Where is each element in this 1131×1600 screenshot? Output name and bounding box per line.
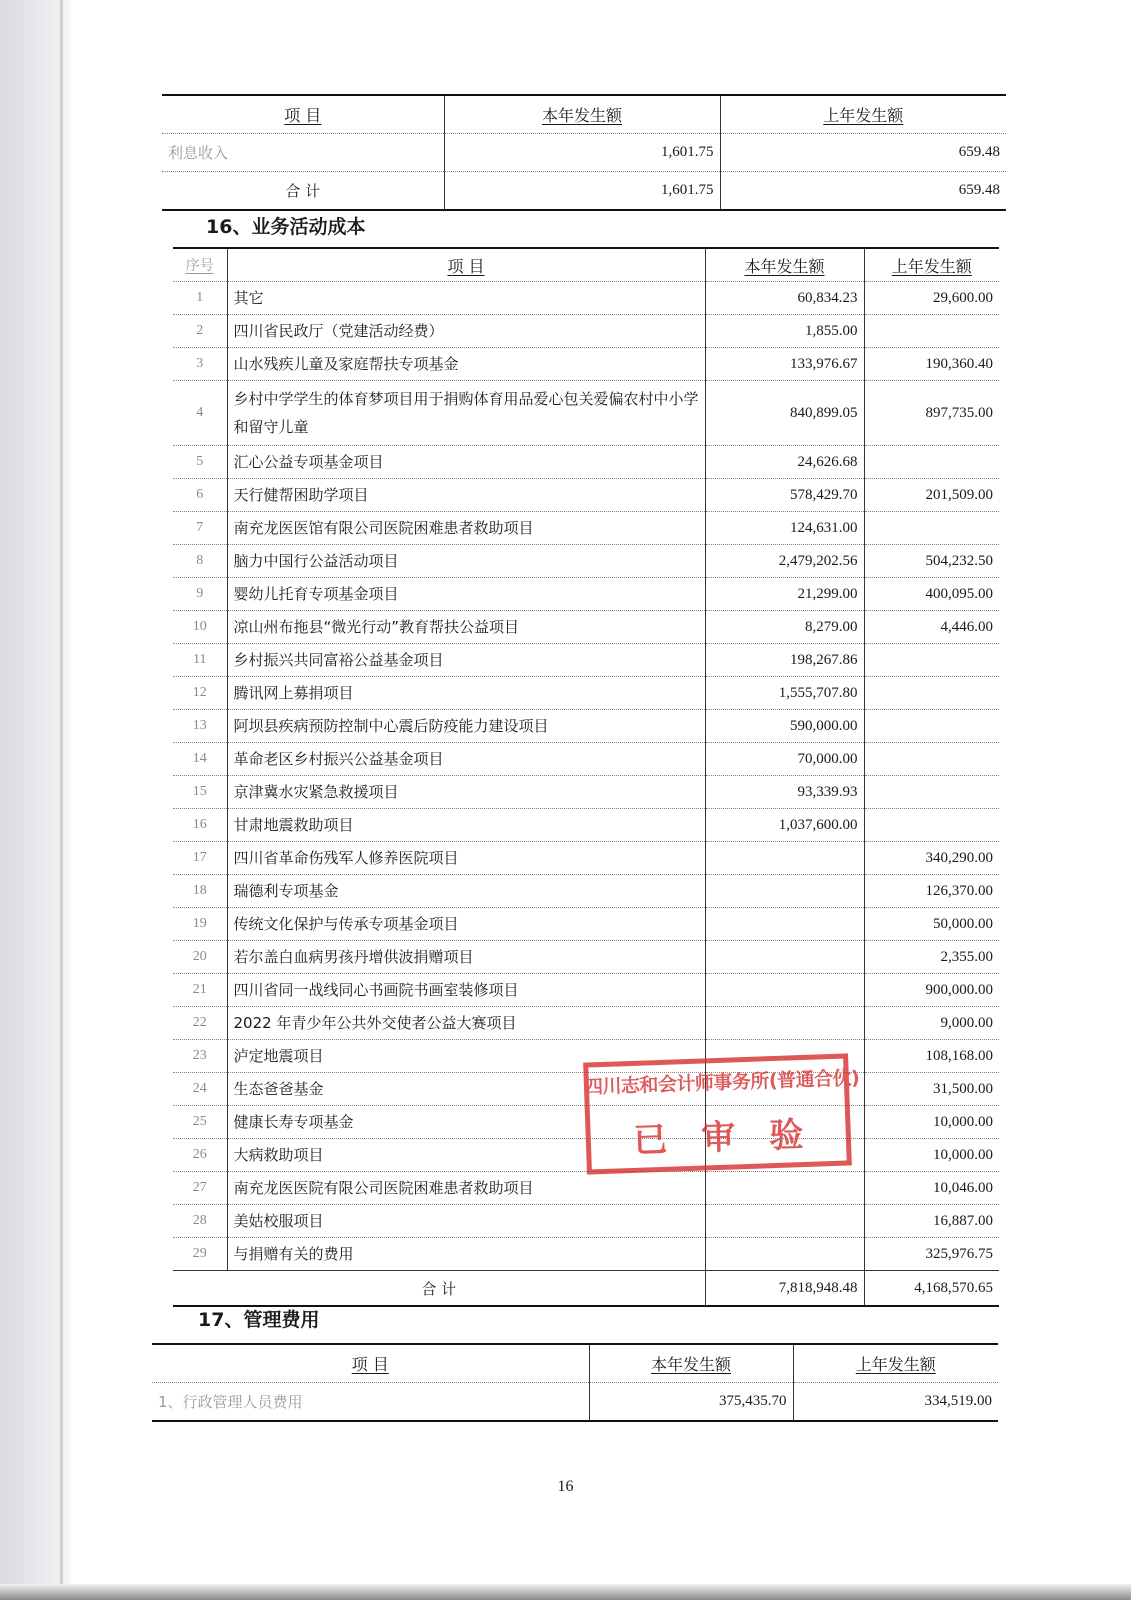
header-item: 项 目 [227, 248, 705, 282]
table-row [173, 381, 999, 446]
row-item: 2022 年青少年公共外交使者公益大赛项目 [227, 1007, 705, 1040]
business-cost-header [173, 248, 999, 282]
section-17-title: 17、管理费用 [198, 1309, 320, 1331]
row-seq: 1 [173, 282, 227, 315]
row-seq: 16 [173, 809, 227, 842]
row-item: 四川省民政厅（党建活动经费） [227, 315, 705, 348]
row-seq: 10 [173, 611, 227, 644]
table-row [173, 842, 999, 875]
row-item: 婴幼儿托育专项基金项目 [227, 578, 705, 611]
row-current: 1,037,600.00 [705, 809, 864, 842]
row-seq: 12 [173, 677, 227, 710]
row-current [705, 1205, 864, 1238]
row-prior: 16,887.00 [864, 1205, 999, 1238]
table-row [173, 776, 999, 809]
row-seq: 15 [173, 776, 227, 809]
row-item: 南充龙医医馆有限公司医院困难患者救助项目 [227, 512, 705, 545]
table-row [173, 1106, 999, 1139]
row-seq: 13 [173, 710, 227, 743]
row-current: 840,899.05 [705, 381, 864, 446]
row-item: 汇心公益专项基金项目 [227, 446, 705, 479]
table-row [173, 446, 999, 479]
row-current: 2,479,202.56 [705, 545, 864, 578]
row-current: 60,834.23 [705, 282, 864, 315]
table-row [173, 611, 999, 644]
row-prior: 10,000.00 [864, 1139, 999, 1172]
row-item: 革命老区乡村振兴公益基金项目 [227, 743, 705, 776]
row-item: 京津冀水灾紧急救援项目 [227, 776, 705, 809]
table-row [173, 545, 999, 578]
row-prior: 897,735.00 [864, 381, 999, 446]
row-prior: 900,000.00 [864, 974, 999, 1007]
row-item: 瑞德利专项基金 [227, 875, 705, 908]
row-item: 与捐赠有关的费用 [227, 1238, 705, 1271]
row-prior: 201,509.00 [864, 479, 999, 512]
row-item: 其它 [227, 282, 705, 315]
table-row [173, 479, 999, 512]
row-seq: 7 [173, 512, 227, 545]
header-current-year: 本年发生额 [705, 248, 864, 282]
row-item: 天行健帮困助学项目 [227, 479, 705, 512]
header-prior-year: 上年发生额 [720, 95, 1006, 134]
table-row [173, 578, 999, 611]
table-row [173, 315, 999, 348]
header-item: 项 目 [162, 95, 444, 134]
row-seq: 17 [173, 842, 227, 875]
row-current [705, 1106, 864, 1139]
row-seq: 20 [173, 941, 227, 974]
row-item: 利息收入 [162, 134, 444, 172]
row-prior: 340,290.00 [864, 842, 999, 875]
row-current [705, 1073, 864, 1106]
table-row [173, 1139, 999, 1172]
row-item: 泸定地震项目 [227, 1040, 705, 1073]
row-prior: 29,600.00 [864, 282, 999, 315]
row-seq: 18 [173, 875, 227, 908]
row-current [705, 1007, 864, 1040]
row-prior [864, 512, 999, 545]
table-row [173, 908, 999, 941]
row-seq: 11 [173, 644, 227, 677]
table-row [173, 1205, 999, 1238]
row-prior: 126,370.00 [864, 875, 999, 908]
total-row [162, 172, 1006, 211]
row-item: 四川省革命伤残军人修养医院项目 [227, 842, 705, 875]
row-current: 93,339.93 [705, 776, 864, 809]
row-current: 375,435.70 [589, 1383, 793, 1422]
table-row [173, 677, 999, 710]
admin-expense-header [152, 1344, 998, 1383]
row-item: 传统文化保护与传承专项基金项目 [227, 908, 705, 941]
section-16-title: 16、业务活动成本 [206, 216, 366, 238]
table-row [173, 1040, 999, 1073]
row-current [705, 1172, 864, 1205]
row-prior [864, 809, 999, 842]
row-item: 山水残疾儿童及家庭帮扶专项基金 [227, 348, 705, 381]
row-prior [864, 315, 999, 348]
total-current: 7,818,948.48 [705, 1271, 864, 1307]
row-seq: 5 [173, 446, 227, 479]
row-current: 198,267.86 [705, 644, 864, 677]
row-prior: 4,446.00 [864, 611, 999, 644]
row-prior [864, 446, 999, 479]
header-prior-year: 上年发生额 [793, 1344, 998, 1383]
table-row [173, 282, 999, 315]
row-current [705, 1040, 864, 1073]
row-item: 阿坝县疾病预防控制中心震后防疫能力建设项目 [227, 710, 705, 743]
row-prior: 31,500.00 [864, 1073, 999, 1106]
row-item: 四川省同一战线同心书画院书画室装修项目 [227, 974, 705, 1007]
table-row [173, 348, 999, 381]
table-row [173, 941, 999, 974]
scan-shadow-bottom [0, 1584, 1131, 1600]
scan-fold-line [60, 0, 63, 1600]
row-item: 乡村中学学生的体育梦项目用于捐购体育用品爱心包关爱偏农村中小学和留守儿童 [227, 381, 705, 446]
row-current: 21,299.00 [705, 578, 864, 611]
table-row [173, 1007, 999, 1040]
row-current [705, 941, 864, 974]
row-item: 腾讯网上募捐项目 [227, 677, 705, 710]
row-current: 1,601.75 [444, 134, 720, 172]
row-prior [864, 644, 999, 677]
row-prior: 190,360.40 [864, 348, 999, 381]
row-prior: 334,519.00 [793, 1383, 998, 1422]
header-seq: 序号 [173, 248, 227, 282]
row-prior [864, 710, 999, 743]
row-prior: 108,168.00 [864, 1040, 999, 1073]
row-seq: 8 [173, 545, 227, 578]
header-current-year: 本年发生额 [444, 95, 720, 134]
row-current: 1,555,707.80 [705, 677, 864, 710]
row-seq: 28 [173, 1205, 227, 1238]
table-row [173, 644, 999, 677]
admin-expense-table [152, 1343, 998, 1422]
row-current [705, 842, 864, 875]
row-seq: 9 [173, 578, 227, 611]
row-current [705, 1238, 864, 1271]
row-prior: 10,046.00 [864, 1172, 999, 1205]
row-prior: 504,232.50 [864, 545, 999, 578]
table-row [173, 710, 999, 743]
row-current: 124,631.00 [705, 512, 864, 545]
row-prior: 10,000.00 [864, 1106, 999, 1139]
table-row [173, 875, 999, 908]
row-prior: 659.48 [720, 134, 1006, 172]
table-row [173, 743, 999, 776]
row-prior [864, 776, 999, 809]
row-current: 8,279.00 [705, 611, 864, 644]
row-seq: 27 [173, 1172, 227, 1205]
row-seq: 19 [173, 908, 227, 941]
row-seq: 25 [173, 1106, 227, 1139]
row-seq: 14 [173, 743, 227, 776]
table-row [173, 512, 999, 545]
row-current [705, 875, 864, 908]
row-seq: 21 [173, 974, 227, 1007]
business-cost-table [173, 247, 999, 1307]
row-seq: 26 [173, 1139, 227, 1172]
row-prior [864, 743, 999, 776]
total-prior: 659.48 [720, 172, 1006, 211]
row-current [705, 974, 864, 1007]
row-item: 大病救助项目 [227, 1139, 705, 1172]
income-table-header [162, 95, 1006, 134]
table-row [162, 134, 1006, 172]
row-seq: 22 [173, 1007, 227, 1040]
stamp-audited-mark: 已审验 [632, 1113, 838, 1161]
row-seq: 2 [173, 315, 227, 348]
row-current [705, 1139, 864, 1172]
row-current: 590,000.00 [705, 710, 864, 743]
row-seq: 3 [173, 348, 227, 381]
total-current: 1,601.75 [444, 172, 720, 211]
table-row [152, 1383, 998, 1422]
row-seq: 24 [173, 1073, 227, 1106]
row-current [705, 908, 864, 941]
row-item: 美姑校服项目 [227, 1205, 705, 1238]
total-prior: 4,168,570.65 [864, 1271, 999, 1307]
row-item: 生态爸爸基金 [227, 1073, 705, 1106]
row-prior: 9,000.00 [864, 1007, 999, 1040]
row-prior: 325,976.75 [864, 1238, 999, 1271]
row-current: 1,855.00 [705, 315, 864, 348]
table-row [173, 1073, 999, 1106]
row-prior: 50,000.00 [864, 908, 999, 941]
table-row [173, 974, 999, 1007]
header-prior-year: 上年发生额 [864, 248, 999, 282]
row-seq: 29 [173, 1238, 227, 1271]
row-current: 578,429.70 [705, 479, 864, 512]
row-item: 甘肃地震救助项目 [227, 809, 705, 842]
total-label: 合 计 [173, 1271, 705, 1307]
stamp-firm-name: 四川志和会计师事务所(普通合伙) [583, 1067, 860, 1099]
row-item: 乡村振兴共同富裕公益基金项目 [227, 644, 705, 677]
row-prior: 2,355.00 [864, 941, 999, 974]
row-current: 70,000.00 [705, 743, 864, 776]
table-row [173, 1172, 999, 1205]
row-prior [864, 677, 999, 710]
table-row [173, 1238, 999, 1271]
table-row [173, 809, 999, 842]
row-seq: 6 [173, 479, 227, 512]
header-current-year: 本年发生额 [589, 1344, 793, 1383]
row-seq: 23 [173, 1040, 227, 1073]
income-table [162, 94, 1006, 211]
row-seq: 4 [173, 381, 227, 446]
row-prior: 400,095.00 [864, 578, 999, 611]
header-item: 项 目 [152, 1344, 589, 1383]
row-item: 脑力中国行公益活动项目 [227, 545, 705, 578]
page-number: 16 [557, 1478, 574, 1495]
row-current: 24,626.68 [705, 446, 864, 479]
row-item: 健康长寿专项基金 [227, 1106, 705, 1139]
total-label: 合 计 [162, 172, 444, 211]
row-item: 1、行政管理人员费用 [152, 1383, 589, 1422]
row-item: 南充龙医医院有限公司医院困难患者救助项目 [227, 1172, 705, 1205]
row-item: 若尔盖白血病男孩丹增供波捐赠项目 [227, 941, 705, 974]
total-row [173, 1271, 999, 1307]
row-item: 凉山州布拖县“微光行动”教育帮扶公益项目 [227, 611, 705, 644]
row-current: 133,976.67 [705, 348, 864, 381]
